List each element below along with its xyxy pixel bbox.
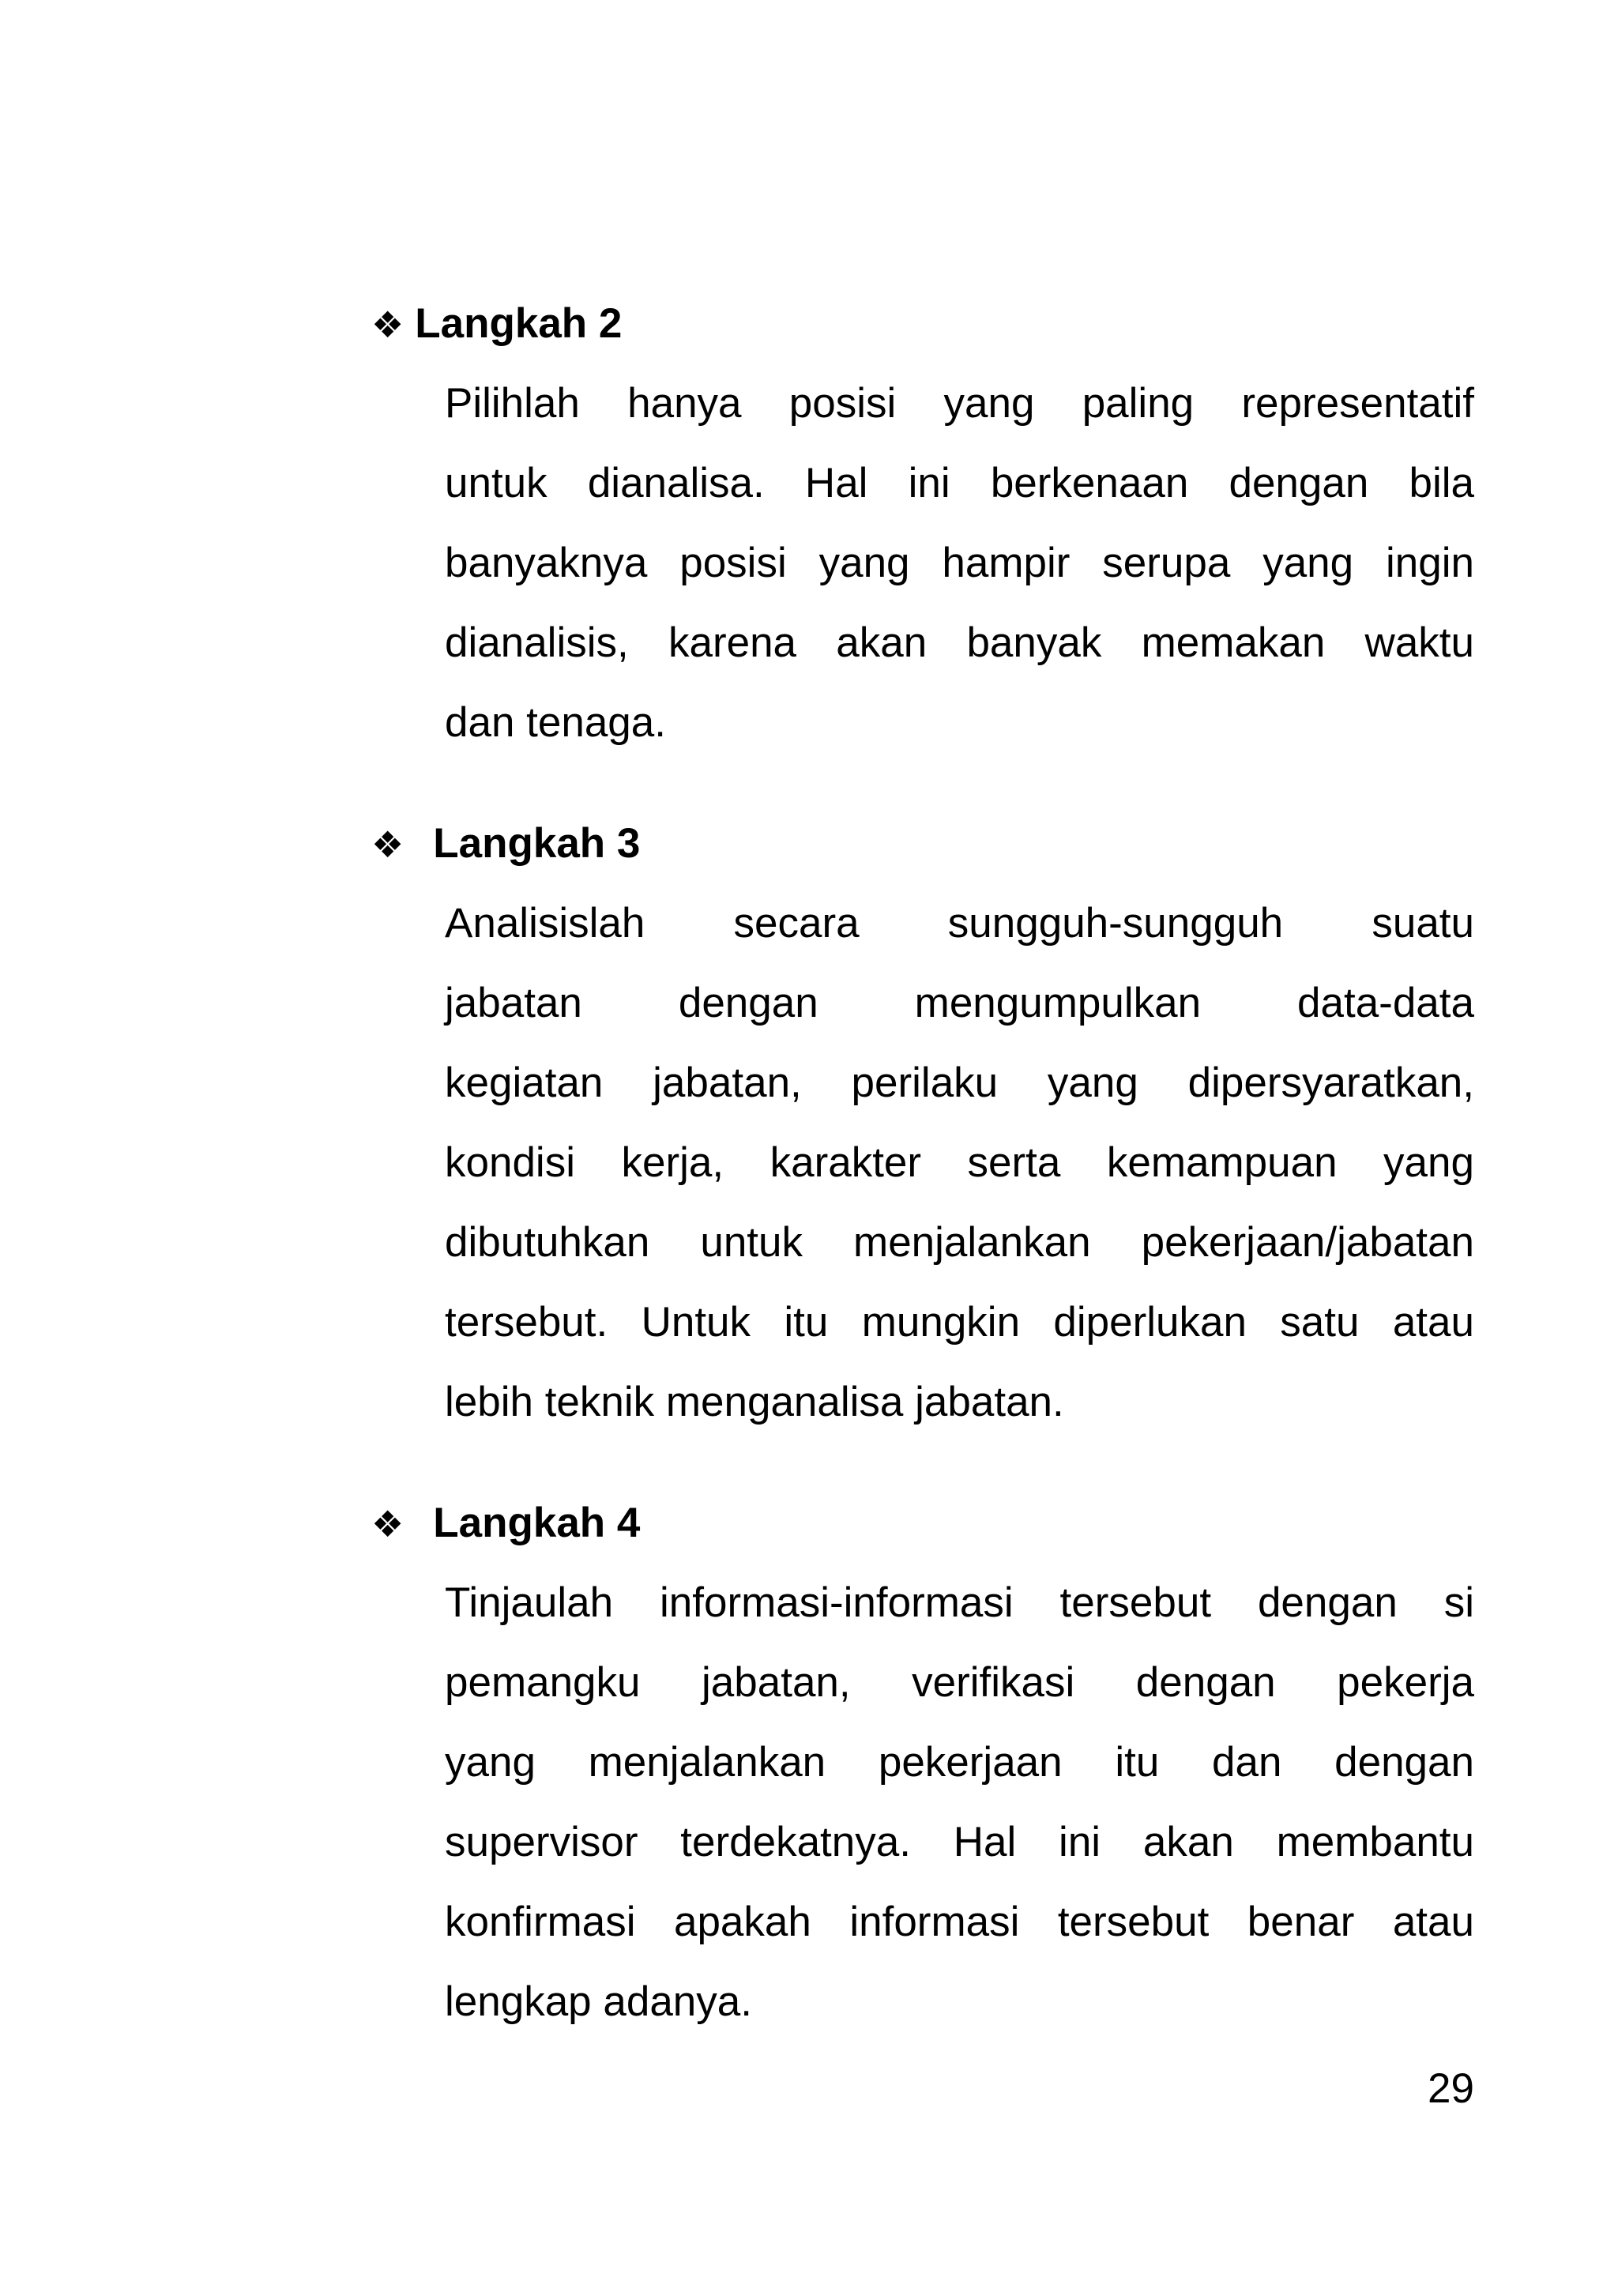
paragraph-line: Analisislah secara sungguh-sungguh suatu: [445, 900, 1474, 947]
paragraph-line: tersebut. Untuk itu mungkin diperlukan satu atau: [445, 1299, 1474, 1346]
section-paragraph-langkah-3: [445, 883, 1474, 1442]
diamond-bullet-icon: ❖: [371, 304, 404, 345]
section-paragraph-langkah-2: [445, 363, 1474, 762]
diamond-bullet-icon: ❖: [371, 1504, 404, 1545]
section-heading-langkah-3: [371, 819, 1477, 870]
paragraph-line: kondisi kerja, karakter serta kemampuan yang: [445, 1139, 1474, 1186]
paragraph-line: dibutuhkan untuk menjalankan pekerjaan/jabatan: [445, 1219, 1474, 1266]
paragraph-line: lengkap adanya.: [445, 1978, 752, 2025]
page-number: 29: [1428, 2065, 1474, 2112]
paragraph-line: untuk dianalisa. Hal ini berkenaan dengan bila: [445, 460, 1474, 506]
section-paragraph-langkah-4: [445, 1563, 1474, 2042]
paragraph-line: pemangku jabatan, verifikasi dengan pekerja: [445, 1659, 1474, 1706]
paragraph-line: supervisor terdekatnya. Hal ini akan membantu: [445, 1819, 1474, 1865]
paragraph-line: kegiatan jabatan, perilaku yang dipersyaratkan,: [445, 1060, 1474, 1106]
paragraph-line: yang menjalankan pekerjaan itu dan dengan: [445, 1739, 1474, 1786]
paragraph-line: banyaknya posisi yang hampir serupa yang ingin: [445, 540, 1474, 586]
paragraph-line: Pilihlah hanya posisi yang paling representatif: [445, 380, 1474, 427]
heading-text: Langkah 4: [433, 1500, 641, 1546]
paragraph-line: konfirmasi apakah informasi tersebut benar atau: [445, 1899, 1474, 1945]
diamond-bullet-icon: ❖: [371, 824, 404, 865]
section-heading-langkah-2: [371, 299, 1477, 350]
paragraph-line: lebih teknik menganalisa jabatan.: [445, 1379, 1064, 1425]
paragraph-line: jabatan dengan mengumpulkan data-data: [445, 980, 1474, 1026]
paragraph-line: dianalisis, karena akan banyak memakan waktu: [445, 619, 1474, 666]
heading-text: Langkah 2: [415, 300, 623, 347]
paragraph-line: dan tenaga.: [445, 699, 666, 746]
paragraph-line: Tinjaulah informasi-informasi tersebut dengan si: [445, 1579, 1474, 1626]
section-heading-langkah-4: [371, 1498, 1477, 1549]
heading-text: Langkah 3: [433, 820, 641, 867]
